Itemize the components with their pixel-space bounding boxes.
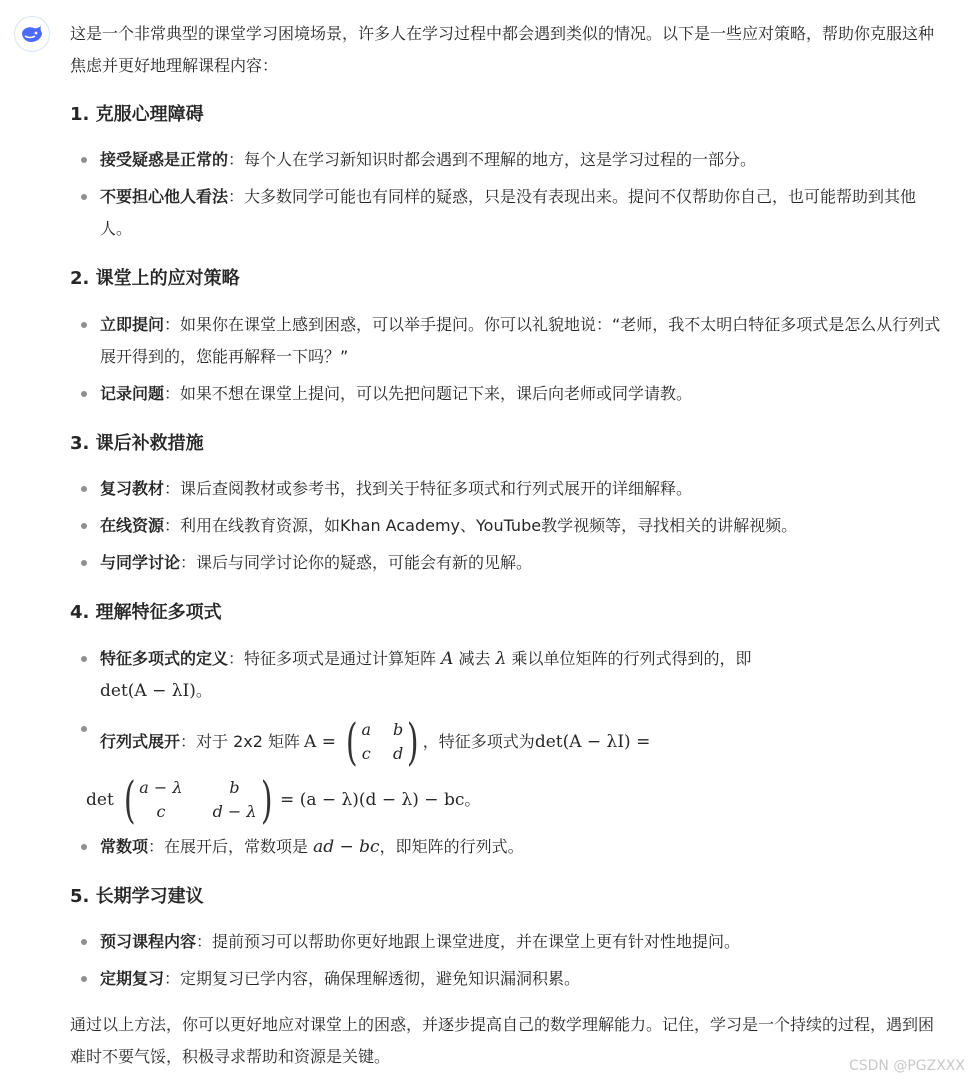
list-item: 在线资源：利用在线教育资源，如Khan Academy、YouTube教学视频等，寻找相关的讲解视频。 [70, 510, 946, 542]
section-heading: 3. 课后补救措施 [70, 433, 204, 454]
list-item: 不要担心他人看法：大多数同学可能也有同样的疑惑，只是没有表现出来。提问不仅帮助你自己，也可能帮助到其他人。 [70, 181, 946, 245]
bullet-list [70, 926, 946, 995]
whale-logo-icon [20, 24, 44, 44]
bullet-list [70, 643, 946, 863]
assistant-avatar [14, 16, 50, 52]
list-item: 复习教材：课后查阅教材或参考书，找到关于特征多项式和行列式展开的详细解释。 [70, 473, 946, 505]
bullet-list [70, 309, 946, 410]
list-item: 常数项：在展开后，常数项是 ad − bc，即矩阵的行列式。 [70, 831, 946, 863]
list-item: 预习课程内容：提前预习可以帮助你更好地跟上课堂进度，并在课堂上更有针对性地提问。 [70, 926, 946, 958]
section-heading: 1. 克服心理障碍 [70, 104, 204, 125]
matrix-A: ( a b c d ) [345, 713, 419, 771]
bullet-list [70, 473, 946, 579]
math-ad-bc: ad − bc [313, 837, 380, 857]
math-det-expr: det(A − λI) [100, 681, 196, 701]
list-item: 接受疑惑是正常的：每个人在学习新知识时都会遇到不理解的地方，这是学习过程的一部分。 [70, 144, 946, 176]
list-item: 立即提问：如果你在课堂上感到困惑，可以举手提问。你可以礼貌地说：“老师，我不太明白特征多项式是怎么从行列式展开得到的，您能再解释一下吗？” [70, 309, 946, 373]
conclusion-paragraph: 通过以上方法，你可以更好地应对课堂上的困惑，并逐步提高自己的数学理解能力。记住，学习是一个持续的过程，遇到困难时不要气馁，积极寻求帮助和资源是关键。 [70, 1015, 935, 1066]
list-item: 记录问题：如果不想在课堂上提问，可以先把问题记下来，课后向老师或同学请教。 [70, 378, 946, 410]
math-var-A: A [441, 649, 454, 669]
assistant-message [70, 18, 946, 1073]
intro-paragraph: 这是一个非常典型的课堂学习困境场景，许多人在学习过程中都会遇到类似的情况。以下是一些应对策略，帮助你克服这种焦虑并更好地理解课程内容： [70, 24, 935, 75]
bullet-list [70, 144, 946, 245]
list-item: 与同学讨论：课后与同学讨论你的疑惑，可能会有新的见解。 [70, 547, 946, 579]
list-item: 行列式展开 ：对于 2x2 矩阵 A = ( a b c d ) ，特征多项式为 det(A − λI) = det ( a − λ b c d − λ ) = (a − λ)(d − λ) − bc 。 [70, 713, 946, 829]
math-expansion: = (a − λ)(d − λ) − bc [280, 790, 465, 810]
watermark: CSDN @PGZXXX [848, 1058, 965, 1074]
matrix-A-minus-lambda: ( a − λ b c d − λ ) [123, 771, 273, 829]
math-det-expr: det(A − λI) = [534, 732, 651, 752]
math-A-equals: A = [304, 732, 336, 752]
math-var-lambda: λ [495, 649, 507, 669]
math-det-label: det [86, 790, 114, 810]
section-heading: 2. 课堂上的应对策略 [70, 268, 240, 289]
section-heading: 4. 理解特征多项式 [70, 602, 222, 623]
section-heading: 5. 长期学习建议 [70, 886, 204, 907]
list-item: 定期复习：定期复习已学内容，确保理解透彻，避免知识漏洞积累。 [70, 963, 946, 995]
list-item: 特征多项式的定义：特征多项式是通过计算矩阵 A 减去 λ 乘以单位矩阵的行列式得到的，即 det(A − λI)。 [70, 643, 946, 707]
